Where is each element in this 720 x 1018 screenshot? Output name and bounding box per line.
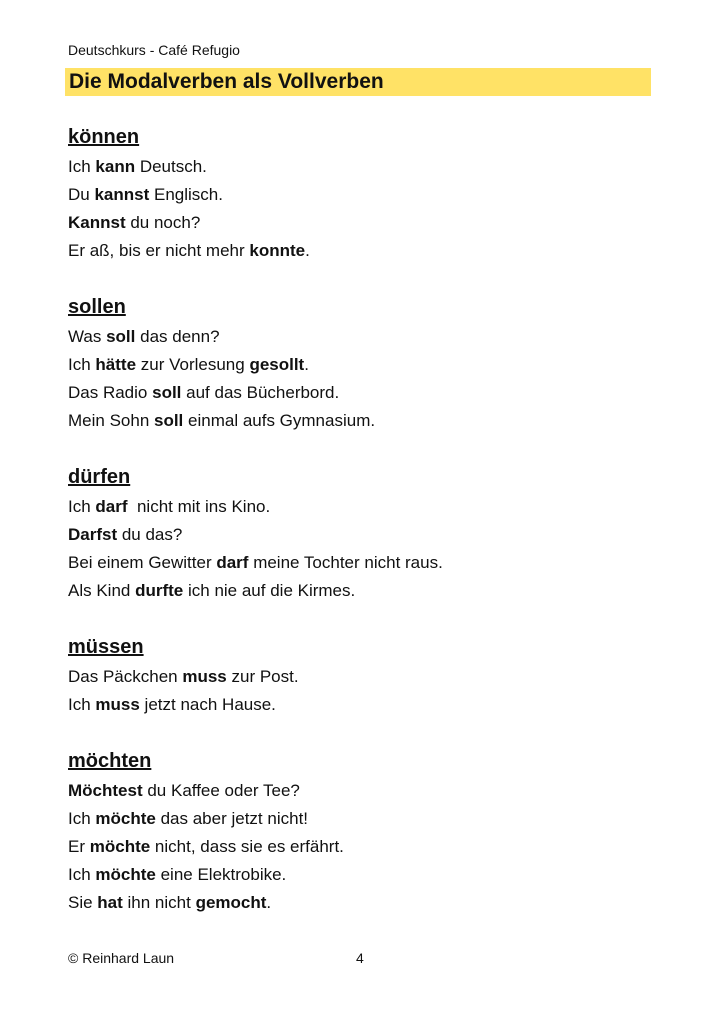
- verb-form: möchte: [95, 809, 156, 828]
- title-highlight-bar: [65, 68, 651, 96]
- verb-form: Möchtest: [68, 781, 143, 800]
- sentence-text: Ich: [68, 497, 96, 516]
- example-sentence: [68, 351, 668, 379]
- footer-author: © Reinhard Laun: [68, 950, 175, 966]
- example-sentence: [68, 861, 668, 889]
- verb-form: soll: [154, 411, 184, 430]
- example-sentence: [68, 237, 668, 265]
- sentence-text: nicht, dass sie es erfährt.: [150, 837, 344, 856]
- sentence-text: Deutsch.: [135, 157, 207, 176]
- verb-form: Darfst: [68, 525, 118, 544]
- example-sentence: [68, 663, 668, 691]
- sentence-text: ich nie auf die Kirmes.: [183, 581, 356, 600]
- verb-form: durfte: [135, 581, 184, 600]
- verb-form: darf: [216, 553, 249, 572]
- page-number: 4: [356, 950, 364, 966]
- sentence-text: du Kaffee oder Tee?: [142, 781, 300, 800]
- sentence-text: Ich: [68, 809, 96, 828]
- example-sentence: [68, 209, 668, 237]
- sentence-text: auf das Bücherbord.: [181, 383, 340, 402]
- example-sentence: [68, 407, 668, 435]
- example-sentence: [68, 323, 668, 351]
- sentence-text: meine Tochter nicht raus.: [248, 553, 443, 572]
- example-sentence: [68, 493, 668, 521]
- verb-form: kann: [95, 157, 136, 176]
- verb-heading: dürfen: [68, 466, 131, 488]
- sentence-text: du noch?: [125, 213, 201, 232]
- verb-form: soll: [106, 327, 136, 346]
- example-sentence: [68, 379, 668, 407]
- verb-section: [68, 295, 668, 435]
- sentence-text: Englisch.: [149, 185, 223, 204]
- verb-form: hätte: [95, 355, 137, 374]
- verb-section: [68, 635, 668, 719]
- verb-form: möchte: [95, 865, 156, 884]
- sentence-text: .: [266, 893, 272, 912]
- verb-form: darf: [95, 497, 128, 516]
- course-header: Deutschkurs - Café Refugio: [68, 42, 240, 58]
- verb-heading: müssen: [68, 636, 144, 658]
- example-sentence: [68, 805, 668, 833]
- verb-heading: möchten: [68, 750, 152, 772]
- sentence-text: .: [304, 355, 309, 374]
- verb-heading: können: [68, 126, 140, 148]
- verb-section: [68, 749, 668, 917]
- verb-form: Kannst: [68, 213, 126, 232]
- verb-heading: sollen: [68, 296, 126, 318]
- sentence-text: Er aß, bis er nicht mehr: [68, 241, 250, 260]
- verb-section: [68, 125, 668, 265]
- example-sentence: [68, 833, 668, 861]
- verb-section: [68, 465, 668, 605]
- example-sentence: [68, 521, 668, 549]
- page-title: Die Modalverben als Vollverben: [69, 70, 384, 93]
- sentence-text: Er: [68, 837, 90, 856]
- sentence-text: Das Päckchen: [68, 667, 183, 686]
- example-sentence: [68, 577, 668, 605]
- verb-form: soll: [152, 383, 182, 402]
- verb-form: gesollt: [249, 355, 305, 374]
- example-sentence: [68, 549, 668, 577]
- sentence-text: Als Kind: [68, 581, 136, 600]
- sentence-text: .: [305, 241, 310, 260]
- sentence-text: Du: [68, 185, 95, 204]
- verb-form: hat: [97, 893, 123, 912]
- sentence-text: das denn?: [135, 327, 220, 346]
- example-sentence: [68, 777, 668, 805]
- verb-form: gemocht: [195, 893, 267, 912]
- sentence-text: jetzt nach Hause.: [139, 695, 276, 714]
- sentence-text: du das?: [117, 525, 183, 544]
- sentence-text: Was: [68, 327, 107, 346]
- sentence-text: zur Post.: [226, 667, 299, 686]
- sentence-text: zur Vorlesung: [136, 355, 250, 374]
- sentence-text: Bei einem Gewitter: [68, 553, 217, 572]
- sentence-text: Ich: [68, 355, 96, 374]
- example-sentence: [68, 181, 668, 209]
- sentence-text: ihn nicht: [122, 893, 196, 912]
- sentence-text: Sie: [68, 893, 98, 912]
- verb-form: muss: [182, 667, 227, 686]
- sentence-text: Das Radio: [68, 383, 153, 402]
- sentence-text: eine Elektrobike.: [155, 865, 287, 884]
- sentence-text: Ich: [68, 865, 96, 884]
- sentence-text: Ich: [68, 157, 96, 176]
- verb-form: muss: [95, 695, 140, 714]
- verb-form: kannst: [94, 185, 150, 204]
- sentence-text: einmal aufs Gymnasium.: [183, 411, 376, 430]
- verb-form: möchte: [89, 837, 151, 856]
- example-sentence: [68, 691, 668, 719]
- example-sentence: [68, 889, 668, 917]
- sentence-text: Ich: [68, 695, 96, 714]
- sentence-text: nicht mit ins Kino.: [127, 497, 271, 516]
- sentence-text: Mein Sohn: [68, 411, 154, 430]
- example-sentence: [68, 153, 668, 181]
- verb-form: konnte: [249, 241, 306, 260]
- content-sections: [68, 125, 668, 947]
- sentence-text: das aber jetzt nicht!: [155, 809, 309, 828]
